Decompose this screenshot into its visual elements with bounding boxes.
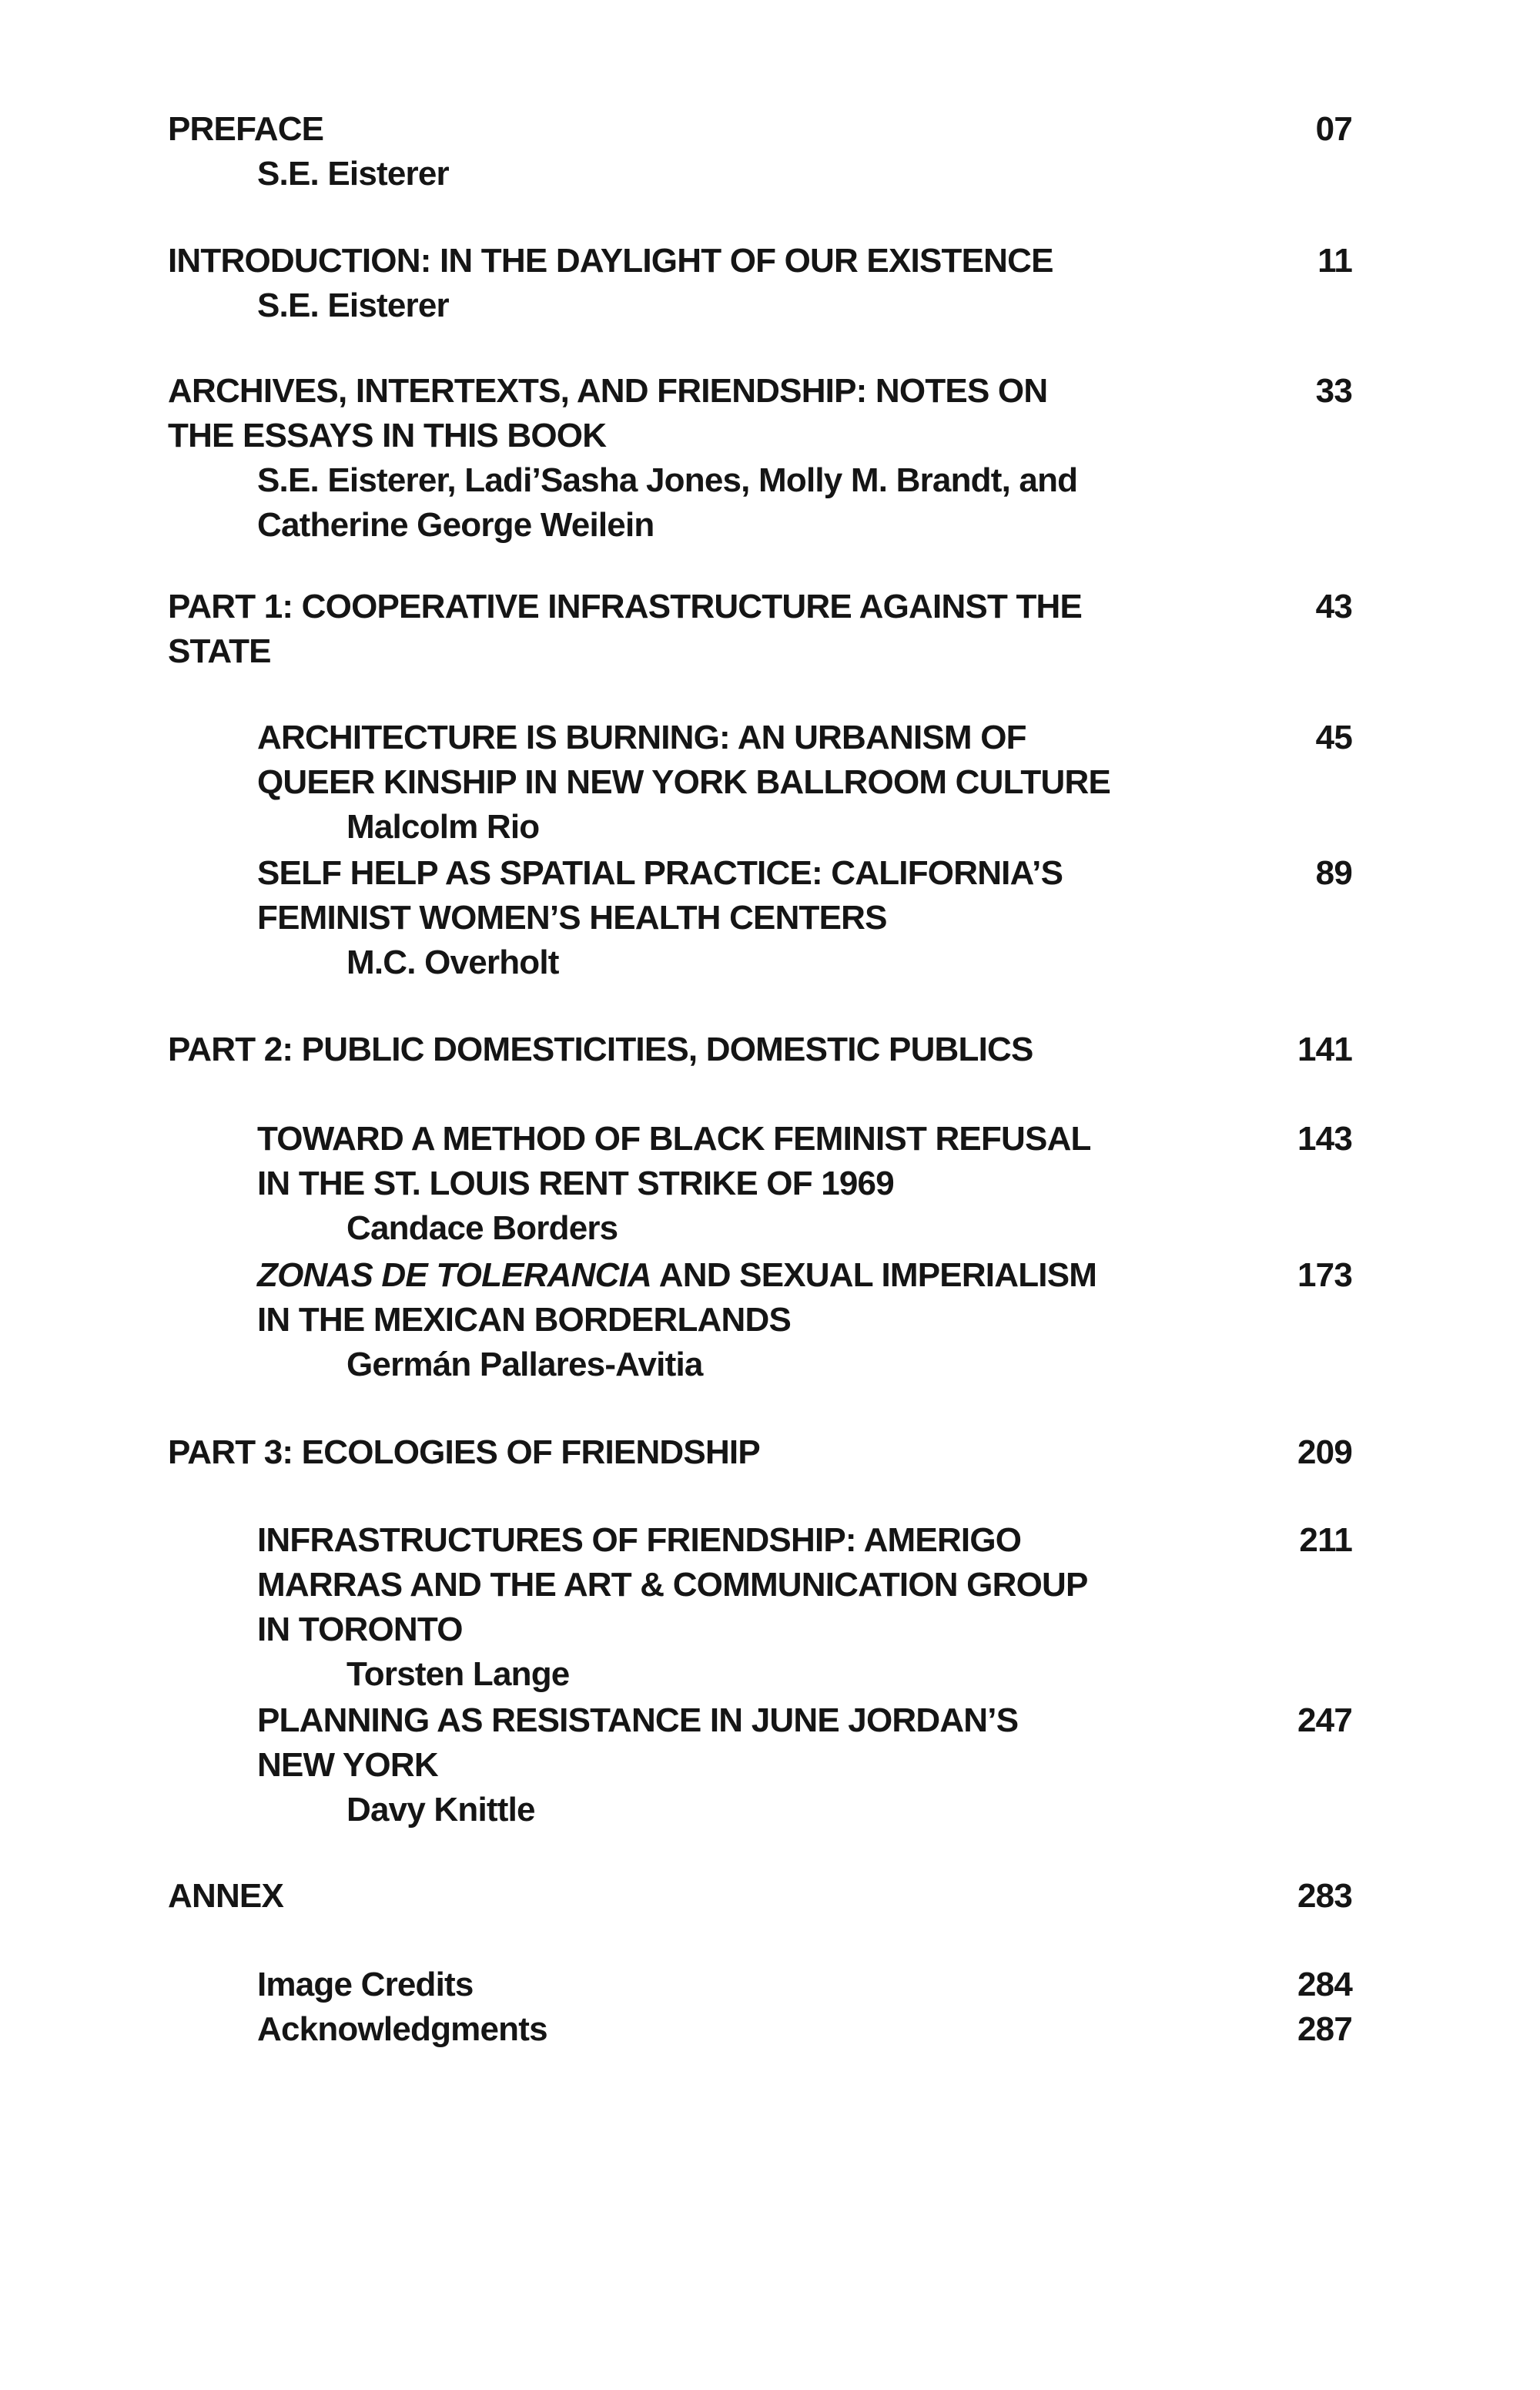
entry-author-line xyxy=(0,458,1540,504)
essay-title: TOWARD A METHOD OF BLACK FEMINIST REFUSAL xyxy=(257,1120,1091,1158)
essay-title-continued: NEW YORK xyxy=(257,1746,438,1784)
page-number: 173 xyxy=(1297,1256,1352,1294)
essay-author-line xyxy=(0,1651,1540,1698)
essay-title-continued: IN TORONTO xyxy=(257,1611,463,1648)
essay-title: ARCHITECTURE IS BURNING: AN URBANISM OF xyxy=(257,719,1026,756)
essay-title: PLANNING AS RESISTANCE IN JUNE JORDAN’S xyxy=(257,1701,1019,1739)
essay-author: Davy Knittle xyxy=(346,1791,535,1829)
entry-title-continued: THE ESSAYS IN THIS BOOK xyxy=(168,417,607,454)
page-number: 209 xyxy=(1297,1433,1352,1471)
toc-essay-planning-as-resistance[interactable] xyxy=(0,1698,1540,1744)
page-number: 284 xyxy=(1297,1966,1352,2003)
toc-essay-black-feminist-refusal[interactable] xyxy=(0,1116,1540,1162)
annex-item-label: Image Credits xyxy=(257,1966,474,2003)
essay-title-continued: FEMINIST WOMEN’S HEALTH CENTERS xyxy=(257,899,887,937)
essay-title-italic: ZONAS DE TOLERANCIA xyxy=(257,1256,652,1294)
part-title-continued: STATE xyxy=(168,632,271,670)
toc-entry-introduction[interactable] xyxy=(0,238,1540,284)
essay-author: M.C. Overholt xyxy=(346,944,559,981)
essay-author-line xyxy=(0,1787,1540,1833)
toc-essay-infrastructures-of-friendship[interactable] xyxy=(0,1517,1540,1564)
part-title: ANNEX xyxy=(168,1877,284,1915)
essay-author: Germán Pallares-Avitia xyxy=(346,1346,703,1383)
toc-essay-architecture-is-burning[interactable] xyxy=(0,715,1540,761)
essay-title-line xyxy=(0,1607,1540,1653)
essay-title xyxy=(257,1252,1096,1299)
toc-part-1[interactable] xyxy=(0,584,1540,630)
page-number: 287 xyxy=(1297,2010,1352,2048)
part-title: PART 2: PUBLIC DOMESTICITIES, DOMESTIC PUBLICS xyxy=(168,1031,1033,1068)
page-number: 89 xyxy=(1315,854,1352,892)
entry-author: S.E. Eisterer, Ladi’Sasha Jones, Molly M. Brandt, and xyxy=(257,461,1078,499)
entry-author-line xyxy=(0,502,1540,548)
entry-author: S.E. Eisterer xyxy=(257,287,449,324)
essay-title: SELF HELP AS SPATIAL PRACTICE: CALIFORNIA’S xyxy=(257,854,1063,892)
page-number: 141 xyxy=(1297,1031,1352,1068)
entry-title: INTRODUCTION: IN THE DAYLIGHT OF OUR EXISTENCE xyxy=(168,242,1053,280)
entry-title: PREFACE xyxy=(168,110,324,148)
essay-title-line xyxy=(0,1742,1540,1788)
essay-title-continued: MARRAS AND THE ART & COMMUNICATION GROUP xyxy=(257,1566,1088,1604)
page-number: 247 xyxy=(1297,1701,1352,1739)
toc-annex[interactable] xyxy=(0,1873,1540,1919)
toc-part-2[interactable] xyxy=(0,1027,1540,1073)
essay-author: Malcolm Rio xyxy=(346,808,540,846)
toc-entry-archives[interactable] xyxy=(0,368,1540,414)
toc-item-image-credits[interactable] xyxy=(0,1962,1540,2008)
entry-author-line xyxy=(0,283,1540,329)
toc-item-acknowledgments[interactable] xyxy=(0,2006,1540,2053)
essay-author-line xyxy=(0,1342,1540,1388)
part-title-line xyxy=(0,629,1540,675)
toc-essay-self-help[interactable] xyxy=(0,850,1540,897)
essay-author: Torsten Lange xyxy=(346,1655,570,1693)
toc-entry-preface[interactable] xyxy=(0,106,1540,153)
essay-title-continued: IN THE ST. LOUIS RENT STRIKE OF 1969 xyxy=(257,1165,894,1202)
essay-author: Candace Borders xyxy=(346,1209,618,1247)
essay-title: INFRASTRUCTURES OF FRIENDSHIP: AMERIGO xyxy=(257,1521,1022,1559)
part-title: PART 3: ECOLOGIES OF FRIENDSHIP xyxy=(168,1433,760,1471)
toc-essay-zonas-de-tolerancia[interactable] xyxy=(0,1252,1540,1299)
essay-title-line xyxy=(0,759,1540,806)
part-title: PART 1: COOPERATIVE INFRASTRUCTURE AGAINST THE xyxy=(168,588,1083,625)
entry-author: S.E. Eisterer xyxy=(257,155,449,193)
essay-author-line xyxy=(0,1205,1540,1252)
entry-author-line xyxy=(0,151,1540,197)
page-number: 143 xyxy=(1297,1120,1352,1158)
page-number: 33 xyxy=(1315,372,1352,410)
page-number: 211 xyxy=(1299,1521,1352,1559)
essay-title-line xyxy=(0,895,1540,941)
essay-title-continued: QUEER KINSHIP IN NEW YORK BALLROOM CULTURE xyxy=(257,763,1110,801)
essay-title-continued: IN THE MEXICAN BORDERLANDS xyxy=(257,1301,791,1339)
essay-title-line xyxy=(0,1161,1540,1207)
essay-author-line xyxy=(0,940,1540,986)
essay-title-line xyxy=(0,1562,1540,1608)
annex-item-label: Acknowledgments xyxy=(257,2010,547,2048)
page-number: 43 xyxy=(1315,588,1352,625)
entry-author: Catherine George Weilein xyxy=(257,506,654,544)
page-number: 11 xyxy=(1317,242,1352,280)
page-number: 283 xyxy=(1297,1877,1352,1915)
essay-author-line xyxy=(0,804,1540,850)
toc-part-3[interactable] xyxy=(0,1430,1540,1476)
page-number: 45 xyxy=(1315,719,1352,756)
entry-title: ARCHIVES, INTERTEXTS, AND FRIENDSHIP: NOTES ON xyxy=(168,372,1048,410)
entry-title-line xyxy=(0,413,1540,459)
essay-title-rest: AND SEXUAL IMPERIALISM xyxy=(651,1256,1097,1294)
page-number: 07 xyxy=(1315,110,1352,148)
essay-title-line xyxy=(0,1297,1540,1343)
